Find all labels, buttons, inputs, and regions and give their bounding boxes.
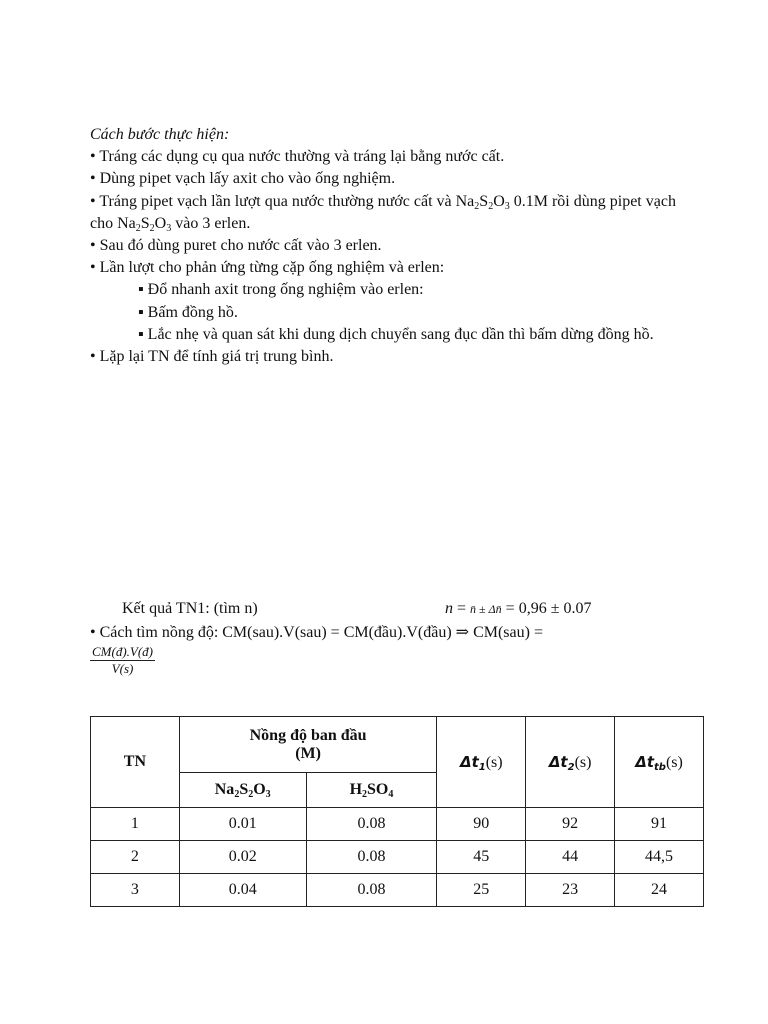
table-row: 2 0.02 0.08 45 44 44,5 — [91, 841, 704, 874]
header-na2s2o3: $Na_2S_2O_3$ — [179, 773, 306, 808]
step-item: • Lần lượt cho phản ứng từng cặp ống nghiệm và erlen: — [90, 259, 445, 277]
step-text: 0.1M rồi dùng pipet vạch cho — [90, 192, 676, 232]
header-tn: TN — [91, 717, 180, 808]
concentration-formula: • Cách tìm nồng độ: CM(sau).V(sau) = CM(đầu).V(đầu) ⇒ CM(sau) = — [90, 624, 543, 641]
header-dttb: $\Delta t_{tb}(s)$ — [615, 717, 704, 808]
step-item: • Sau đó dùng puret cho nước cất vào 3 erlen. — [90, 237, 382, 255]
procedure-title: Cách bước thực hiện: — [90, 126, 230, 143]
formula-fraction: $\frac{CM(đ).V(đ)}{V(s)}$ — [92, 644, 154, 676]
table-row: 1 0.01 0.08 90 92 91 — [91, 808, 704, 841]
n-expression: n = n̄ ± Δn̄ = 0,96 ± 0.07 — [445, 600, 592, 617]
result-title: Kết quả TN1: (tìm n) — [122, 600, 258, 617]
step-item: • Tráng các dụng cụ qua nước thường và tráng lại bằng nước cất. — [90, 148, 505, 166]
results-table — [90, 716, 704, 907]
step-item: • Dùng pipet vạch lấy axit cho vào ống nghiệm. — [90, 170, 396, 188]
result-section — [90, 600, 690, 678]
sub-step-item: ▪ Lắc nhẹ và quan sát khi dung dịch chuyển sang đục dần thì bấm dừng đồng hồ. — [138, 325, 654, 343]
step-text: vào 3 erlen. — [175, 214, 251, 232]
sub-step-item: ▪ Bấm đồng hồ. — [138, 303, 238, 321]
sub-step-item: ▪ Đổ nhanh axit trong ống nghiệm vào erlen: — [138, 281, 424, 299]
step-text: • Tráng pipet vạch lần lượt qua nước thường nước cất và — [90, 192, 456, 210]
header-concentration: Nồng độ ban đầu (M) — [179, 717, 437, 773]
step-item — [90, 191, 680, 235]
step-text: $Na_2S_2O_3$ — [117, 214, 172, 234]
table-row: 3 0.04 0.08 25 23 24 — [91, 874, 704, 907]
header-dt1: $\Delta t_1(s)$ — [437, 717, 526, 808]
chem-na2s2o3: $Na_2S_2O_3$ — [455, 192, 510, 212]
header-h2so4: $H_2SO_4$ — [306, 773, 437, 808]
header-dt2: $\Delta t_2(s)$ — [526, 717, 615, 808]
procedure-steps — [90, 124, 680, 368]
step-item: • Lặp lại TN để tính giá trị trung bình. — [90, 348, 334, 366]
